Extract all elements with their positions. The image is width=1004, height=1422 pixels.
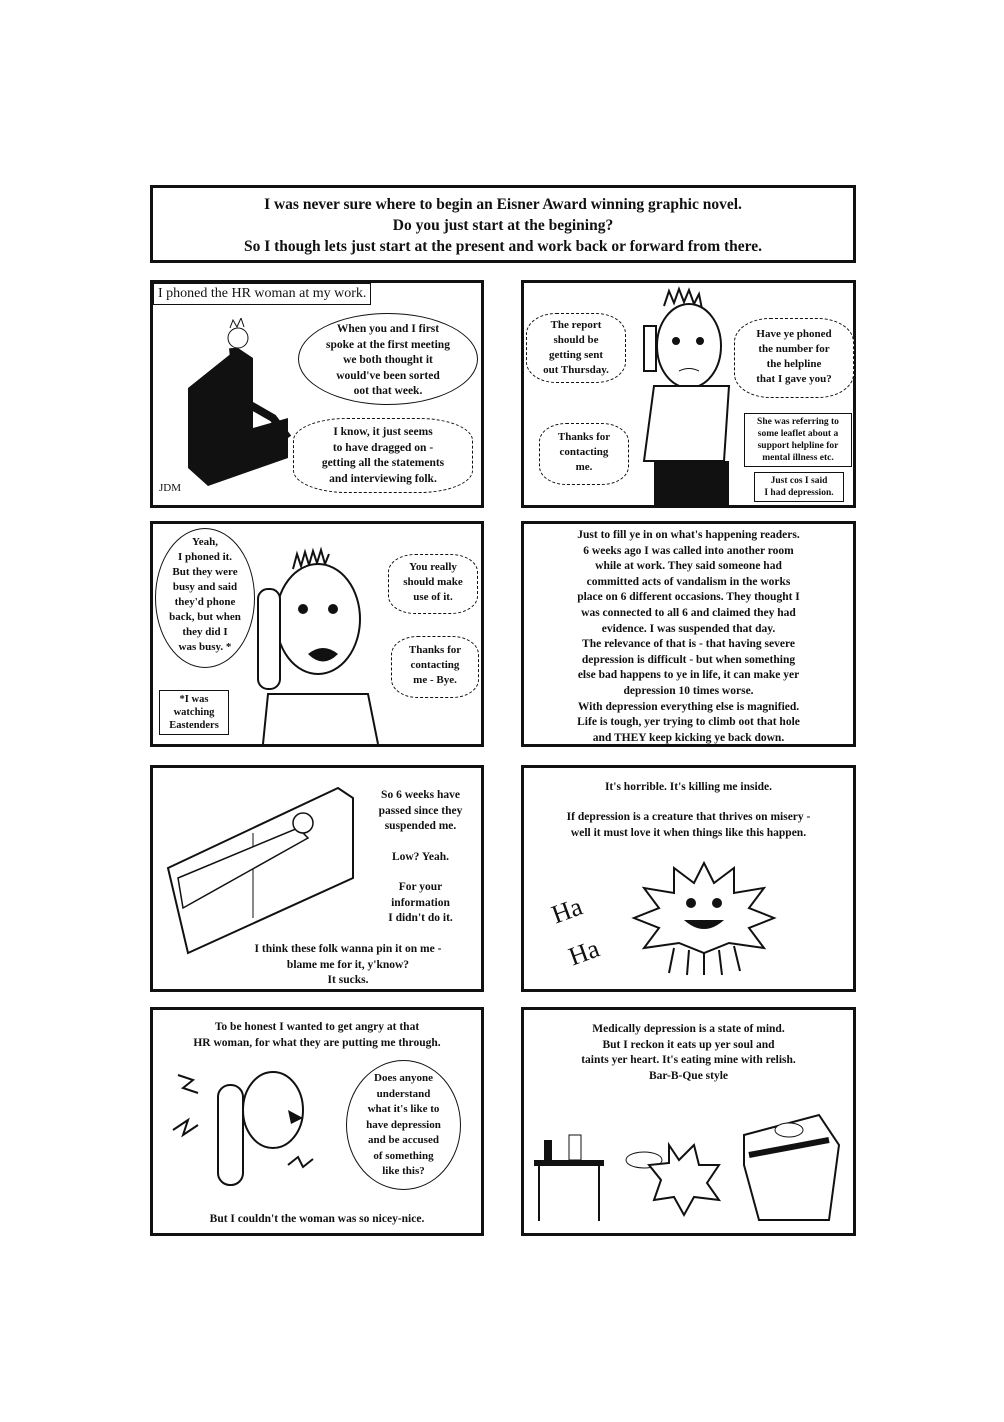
narration-text: For your information I didn't do it. — [388, 881, 453, 924]
angry-man-on-phone-drawing — [248, 544, 388, 744]
artist-signature: JDM — [159, 482, 182, 494]
narration-text: It's horrible. It's killing me inside. — [604, 781, 773, 793]
narration-note: Just cos I said I had depression. — [754, 472, 844, 502]
panel-4 — [521, 521, 856, 747]
footnote: *I was watching Eastenders — [159, 690, 229, 735]
man-lying-on-sofa-drawing — [158, 778, 358, 968]
laugh-text: Ha — [547, 891, 587, 930]
narration-text: But I couldn't the woman was so nicey-nice. — [209, 1213, 425, 1225]
panel-3 — [150, 521, 484, 747]
shouting-man-on-phone-drawing — [168, 1055, 328, 1205]
narration-text: So 6 weeks have passed since they suspended me. — [378, 789, 463, 832]
panel-6 — [521, 765, 856, 992]
speech-bubble: Yeah, I phoned it. But they were busy and said they'd phone back, but when they did I was busy. * — [155, 528, 255, 668]
panel-8 — [521, 1007, 856, 1236]
laugh-text: Ha — [564, 933, 604, 972]
speech-bubble: When you and I first spoke at the first meeting we both thought it would've been sorted oot that week. — [298, 313, 478, 405]
hr-woman-drawing — [634, 286, 744, 508]
narration-text: To be honest I wanted to get angry at that HR woman, for what they are putting me through. — [193, 1021, 441, 1049]
spiky-speech-bubble: You really should make use of it. — [388, 554, 478, 614]
panel-5 — [150, 765, 484, 992]
narration-text: Medically depression is a state of mind. But I reckon it eats up yer soul and taints yer heart. It's eating mine with relish. Bar-B-Que style — [581, 1023, 796, 1082]
narration-text: Just to fill ye in on what's happening readers. 6 weeks ago I was called into another room while at work. They said someone had committed acts of vandalism in the works place on 6 different occasions. They thought I was connected to all 6 and claimed they had evidence. I was suspended that day. The relevance of that is - that having severe depression is difficult - but when something else bad happens to ye in life, it can make yer depression 10 times worse. With depression everything else is magnified. Life is tough, yer trying to climb oot that hole and THEY keep kicking ye back down. — [577, 529, 800, 744]
spiky-speech-bubble: Thanks for contacting me - Bye. — [391, 636, 479, 698]
narration-text: I think these folk wanna pin it on me - blame me for it, y'know? It sucks. — [254, 943, 442, 986]
spiky-speech-bubble: I know, it just seems to have dragged on - getting all the statements and interviewing folk. — [293, 418, 473, 493]
panel-7 — [150, 1007, 484, 1236]
narration-text: Low? Yeah. — [391, 851, 450, 863]
narration-text: If depression is a creature that thrives on misery - well it must love it when things like this happen. — [566, 811, 811, 839]
intro-text: I was never sure where to begin an Eisner Award winning graphic novel. Do you just start at the begining? So I though lets just start at the present and work back or forward from there. — [243, 196, 763, 255]
spiky-speech-bubble: Have ye phoned the number for the helpline that I gave you? — [734, 318, 854, 398]
spiky-speech-bubble: Thanks for contacting me. — [539, 423, 629, 485]
spiky-speech-bubble: The report should be getting sent out Thursday. — [526, 313, 626, 383]
speech-bubble: Does anyone understand what it's like to have depression and be accused of something like this? — [346, 1060, 461, 1190]
panel-2 — [521, 280, 856, 508]
panel-caption: I phoned the HR woman at my work. — [153, 283, 371, 305]
panel-1 — [150, 280, 484, 508]
narration-note: She was referring to some leaflet about a support helpline for mental illness etc. — [744, 413, 852, 467]
man-on-sofa-drawing — [178, 318, 298, 488]
bbq-scene-drawing — [529, 1105, 854, 1225]
intro-caption-box — [150, 185, 856, 263]
depression-creature-drawing — [629, 858, 779, 978]
